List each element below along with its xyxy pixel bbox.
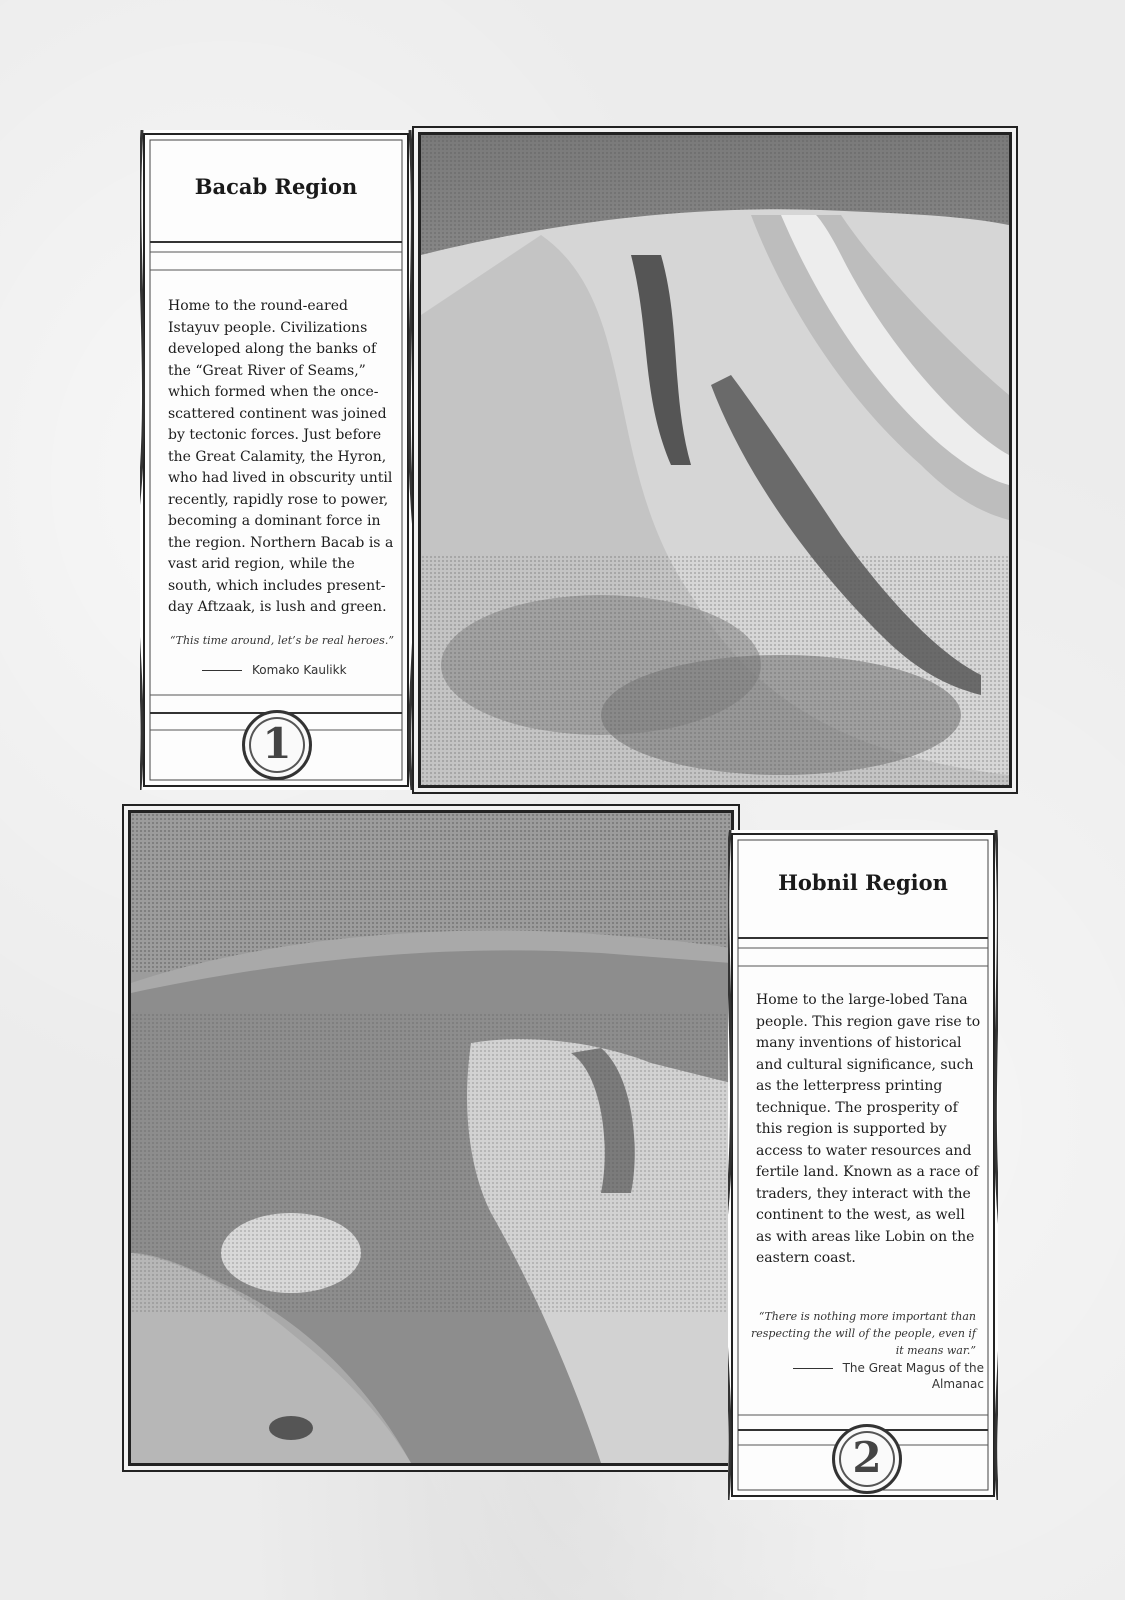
region-quote: “This time around, let’s be real heroes.” xyxy=(170,634,394,647)
region-title: Hobnil Region xyxy=(778,870,948,895)
bacab-region-card xyxy=(140,130,412,790)
hobnil-region-card xyxy=(728,830,998,1500)
attribution-dash xyxy=(793,1368,833,1369)
quote-attribution xyxy=(788,1360,984,1392)
attribution-name: Komako Kaulikk xyxy=(252,663,347,677)
bacab-landscape-illustration xyxy=(418,132,1012,788)
region-description: Home to the large-lobed Tana people. This region gave rise to many inventions of historical and cultural significance, such as the letterpress printing technique. The prosperity of this region is supported by access to water resources and fertile land. Known as a race of traders, they interact with the continent to the west, as well as with areas like Lobin on the eastern coast. xyxy=(756,992,981,1266)
attribution-dash xyxy=(202,670,242,671)
region-quote: “There is nothing more important than respecting the will of the people, even if it means war.” xyxy=(750,1310,976,1357)
region-number-medallion: 2 xyxy=(832,1424,902,1494)
region-title: Bacab Region xyxy=(194,174,358,199)
attribution-name: The Great Magus of the Almanac xyxy=(842,1361,984,1391)
region-description: Home to the round-eared Istayuv people. Civilizations developed along the banks of the “Great River of Seams,” which formed when the once-scattered continent was joined by tectonic forces. Just before the Great Calamity, the Hyron, who had lived in obscurity until recently, rapidly rose to power, becoming a dominant force in the region. Northern Bacab is a vast arid region, while the south, which includes present-day Aftzaak, is lush and green. xyxy=(168,298,394,615)
hobnil-coast-illustration xyxy=(128,810,734,1466)
quote-attribution xyxy=(202,662,402,678)
region-number-medallion: 1 xyxy=(242,710,312,780)
